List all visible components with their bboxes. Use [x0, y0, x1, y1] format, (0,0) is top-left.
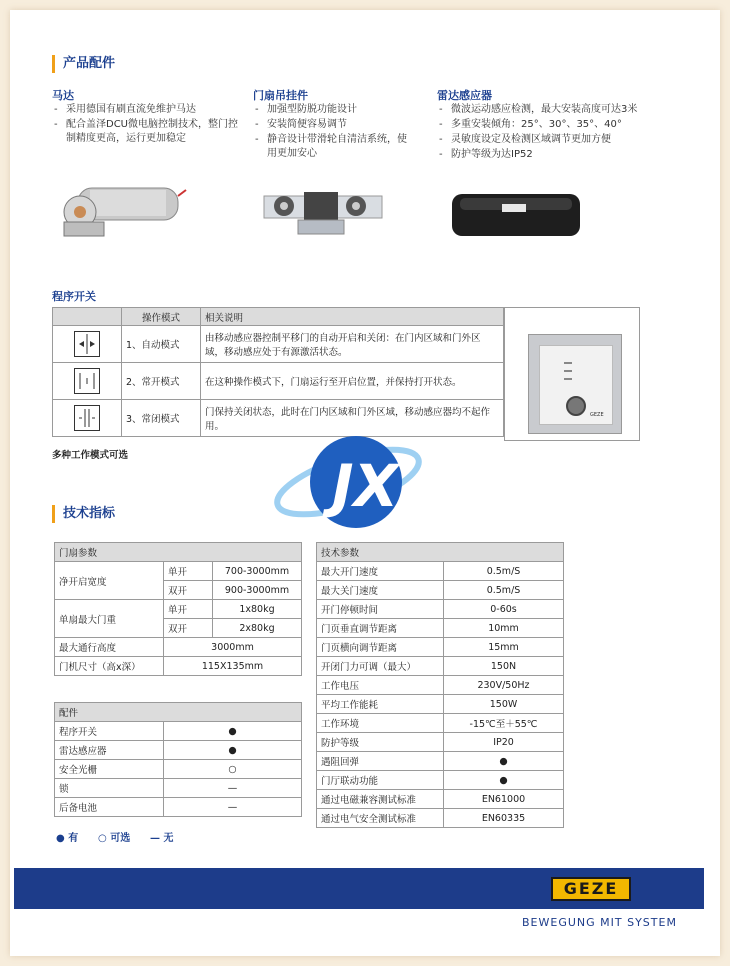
open-mode-icon [74, 368, 100, 394]
hanger-feature-1: - 加强型防脱功能设计 [253, 103, 413, 117]
width-double-label: 双开 [164, 581, 213, 600]
legend-none: — 无 [150, 833, 174, 844]
weight-single-label: 单开 [164, 600, 213, 619]
radar-features [437, 103, 677, 163]
mode-table [52, 307, 504, 437]
tech-value: 230V/50Hz [444, 676, 564, 695]
tech-value: ● [444, 771, 564, 790]
part-name: 锁 [55, 779, 164, 798]
switch-panel-brand: GEZE [590, 412, 604, 418]
geze-logo: GEZE [551, 877, 631, 901]
tech-value: ● [444, 752, 564, 771]
tech-name: 遇阻回弹 [317, 752, 444, 771]
legend-has: ● 有 [56, 833, 79, 844]
hanger-features [253, 103, 413, 162]
weight-single-value: 1x80kg [213, 600, 302, 619]
clear-width-label: 净开启宽度 [55, 562, 164, 600]
tech-section-title: 技术指标 [52, 505, 115, 523]
tech-name: 门页横向调节距离 [317, 638, 444, 657]
part-value: — [164, 798, 302, 817]
radar-feature-3: - 灵敏度设定及检测区域调节更加方便 [437, 133, 677, 147]
part-value: ● [164, 722, 302, 741]
mode-row-auto [53, 326, 504, 363]
radar-feature-4: - 防护等级为达IP52 [437, 148, 677, 162]
tech-value: 10mm [444, 619, 564, 638]
radar-feature-1: - 微波运动感应检测，最大安装高度可达3米 [437, 103, 677, 117]
hanger-feature-3: - 静音设计带滑轮自清洁系统，使用更加安心 [253, 133, 413, 161]
tech-name: 工作环境 [317, 714, 444, 733]
radar-title: 雷达感应器 [437, 89, 492, 102]
jx-watermark-logo [268, 420, 428, 540]
mode-open-desc: 在这种操作模式下，门扇运行至开启位置，并保持打开状态。 [201, 363, 504, 400]
mode-note: 多种工作模式可选 [52, 450, 129, 461]
max-height-label: 最大通行高度 [55, 638, 164, 657]
motor-features [52, 103, 242, 147]
mode-auto-desc: 由移动感应器控制平移门的自动开启和关闭：在门内区域和门外区域，移动感应处于有源激活状态。 [201, 326, 504, 363]
size-label: 门机尺寸（高x深） [55, 657, 164, 676]
tech-name: 门厅联动功能 [317, 771, 444, 790]
tech-value: 0-60s [444, 600, 564, 619]
hanger-feature-2: - 安装简便容易调节 [253, 118, 413, 132]
motor-feature-1: - 采用德国有刷直流免维护马达 [52, 103, 242, 117]
brand-slogan: BEWEGUNG MIT SYSTEM [522, 916, 677, 929]
hanger-image [258, 186, 388, 240]
desc-header: 相关说明 [201, 308, 504, 326]
tech-value: 150W [444, 695, 564, 714]
program-switch-title: 程序开关 [52, 290, 96, 303]
motor-feature-2: - 配合盖泽DCU微电脑控制技术，整门控制精度更高，运行更加稳定 [52, 118, 242, 146]
jx-watermark-text: JX [332, 452, 399, 520]
closed-mode-icon [74, 405, 100, 431]
switch-panel-frame [528, 334, 622, 434]
part-name: 程序开关 [55, 722, 164, 741]
auto-mode-icon [74, 331, 100, 357]
part-name: 后备电池 [55, 798, 164, 817]
tech-name: 通过电气安全测试标准 [317, 809, 444, 828]
tech-value: -15℃至＋55℃ [444, 714, 564, 733]
mode-auto: 1、自动模式 [122, 326, 201, 363]
motor-image [60, 178, 190, 248]
tech-value: IP20 [444, 733, 564, 752]
weight-double-label: 双开 [164, 619, 213, 638]
motor-title: 马达 [52, 89, 74, 102]
tech-value: 0.5m/S [444, 581, 564, 600]
width-single-value: 700-3000mm [213, 562, 302, 581]
tech-name: 通过电磁兼容测试标准 [317, 790, 444, 809]
hanger-title: 门扇吊挂件 [253, 89, 308, 102]
tech-name: 最大关门速度 [317, 581, 444, 600]
max-height-value: 3000mm [164, 638, 302, 657]
part-name: 雷达感应器 [55, 741, 164, 760]
mode-closed-desc: 门保持关闭状态，此时在门内区域和门外区域，移动感应器均不起作用。 [201, 400, 504, 437]
tech-value: 150N [444, 657, 564, 676]
tech-name: 门页垂直调节距离 [317, 619, 444, 638]
parts-table [54, 702, 302, 817]
accessories-section-title: 产品配件 [52, 55, 115, 73]
door-params-table [54, 542, 302, 676]
tech-value: 0.5m/S [444, 562, 564, 581]
parts-header: 配件 [55, 703, 302, 722]
tech-name: 开闭门力可调（最大） [317, 657, 444, 676]
mode-open: 2、常开模式 [122, 363, 201, 400]
tech-params-table [316, 542, 564, 828]
mode-header: 操作模式 [122, 308, 201, 326]
mode-closed: 3、常闭模式 [122, 400, 201, 437]
width-single-label: 单开 [164, 562, 213, 581]
mode-row-open [53, 363, 504, 400]
door-params-header: 门扇参数 [55, 543, 302, 562]
size-value: 115X135mm [164, 657, 302, 676]
part-value: ● [164, 741, 302, 760]
width-double-value: 900-3000mm [213, 581, 302, 600]
radar-feature-2: - 多重安装倾角：25°、30°、35°、40° [437, 118, 677, 132]
weight-double-value: 2x80kg [213, 619, 302, 638]
tech-params-header: 技术参数 [317, 543, 564, 562]
tech-name: 平均工作能耗 [317, 695, 444, 714]
tech-value: EN60335 [444, 809, 564, 828]
tech-name: 开门停顿时间 [317, 600, 444, 619]
tech-value: EN61000 [444, 790, 564, 809]
tech-name: 最大开门速度 [317, 562, 444, 581]
key-lock-icon [566, 396, 586, 416]
radar-image [450, 192, 584, 240]
max-weight-label: 单扇最大门重 [55, 600, 164, 638]
tech-name: 工作电压 [317, 676, 444, 695]
part-value: — [164, 779, 302, 798]
tech-value: 15mm [444, 638, 564, 657]
part-name: 安全光栅 [55, 760, 164, 779]
tech-name: 防护等级 [317, 733, 444, 752]
part-value: ○ [164, 760, 302, 779]
legend-optional: ○ 可选 [98, 833, 131, 844]
